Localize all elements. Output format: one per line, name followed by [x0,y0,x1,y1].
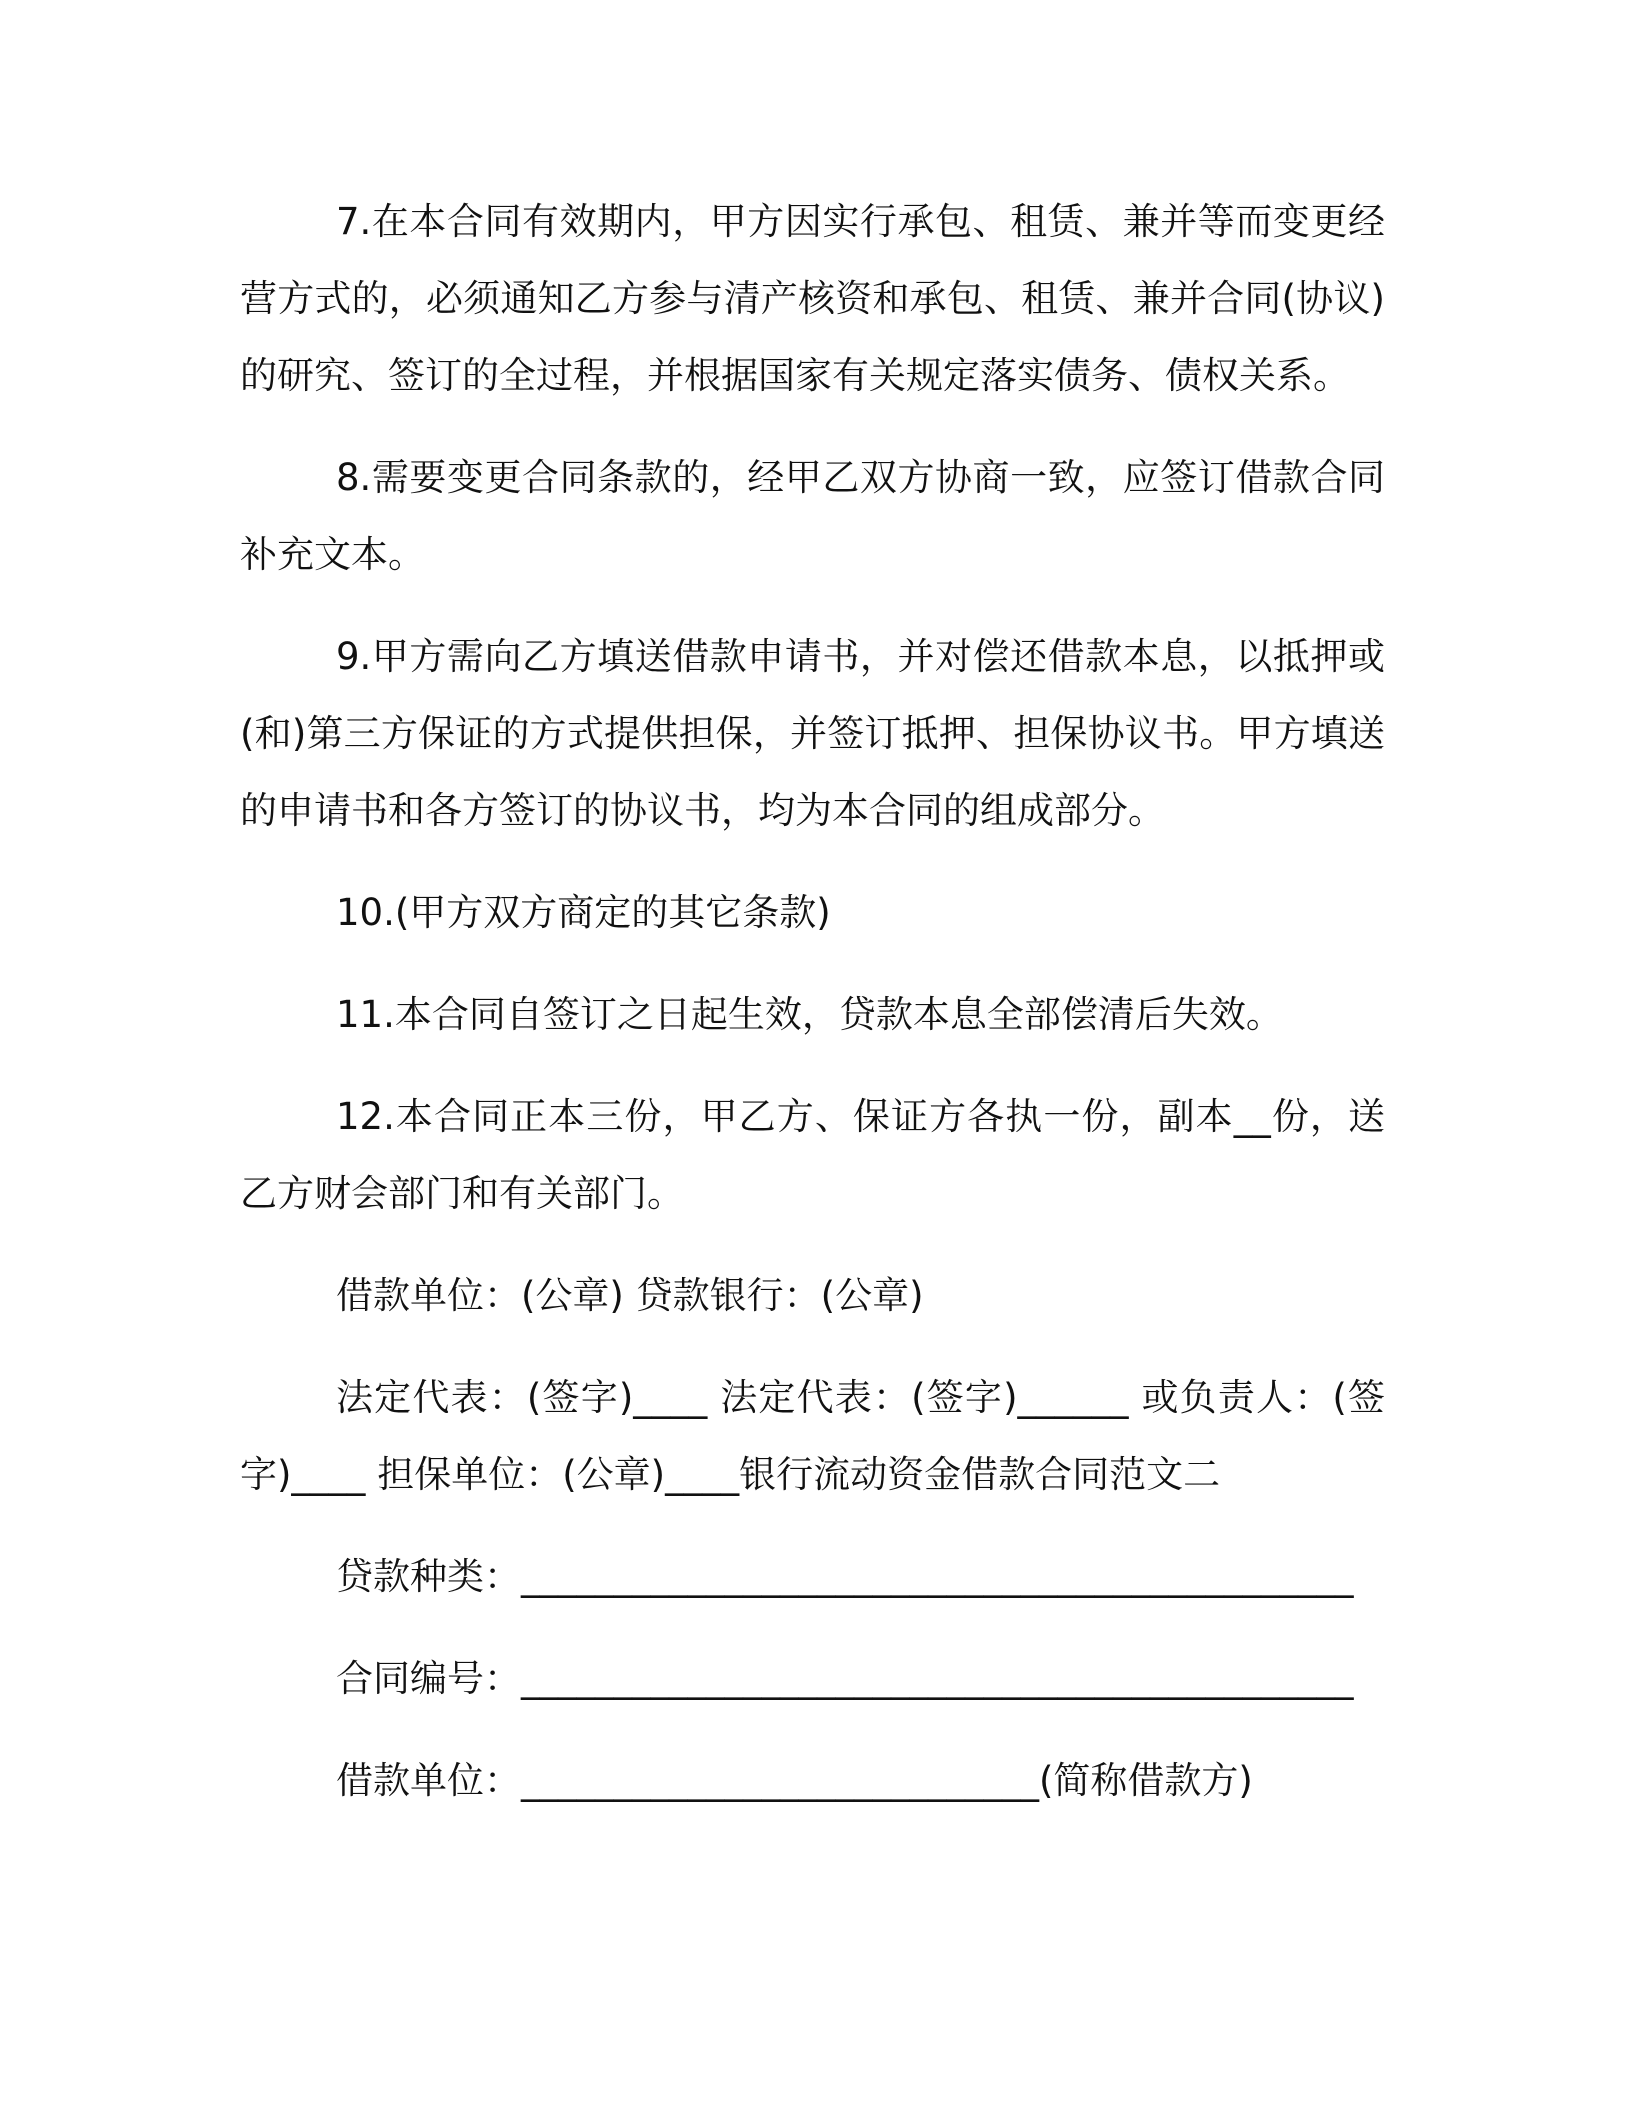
clause-11: 11.本合同自签订之日起生效，贷款本息全部偿清后失效。 [336,993,1283,1036]
borrower-field: 借款单位：____________________________(简称借款方) [336,1759,1253,1802]
clause-12: 12.本合同正本三份，甲乙方、保证方各执一份，副本__份，送乙方财会部门和有关部门。 [240,1095,1385,1215]
clause-8: 8.需要变更合同条款的，经甲乙双方协商一致，应签订借款合同补充文本。 [240,456,1385,576]
document-page [240,183,1385,1844]
contract-number-field: 合同编号：_____________________________________________ [336,1657,1354,1700]
signature-representatives-line: 法定代表：(签字)____ 法定代表：(签字)______ 或负责人：(签字)____ 担保单位：(公章)____银行流动资金借款合同范文二 [240,1376,1385,1496]
clause-10: 10.(甲方双方商定的其它条款) [336,891,831,934]
loan-type-field: 贷款种类：_____________________________________________ [336,1555,1354,1598]
signature-seals-line: 借款单位：(公章) 贷款银行：(公章) [336,1274,924,1317]
clause-7: 7.在本合同有效期内，甲方因实行承包、租赁、兼并等而变更经营方式的，必须通知乙方参与清产核资和承包、租赁、兼并合同(协议)的研究、签订的全过程，并根据国家有关规定落实债务、债权关系。 [240,200,1385,397]
clause-9: 9.甲方需向乙方填送借款申请书，并对偿还借款本息，以抵押或(和)第三方保证的方式提供担保，并签订抵押、担保协议书。甲方填送的申请书和各方签订的协议书，均为本合同的组成部分。 [240,635,1385,832]
